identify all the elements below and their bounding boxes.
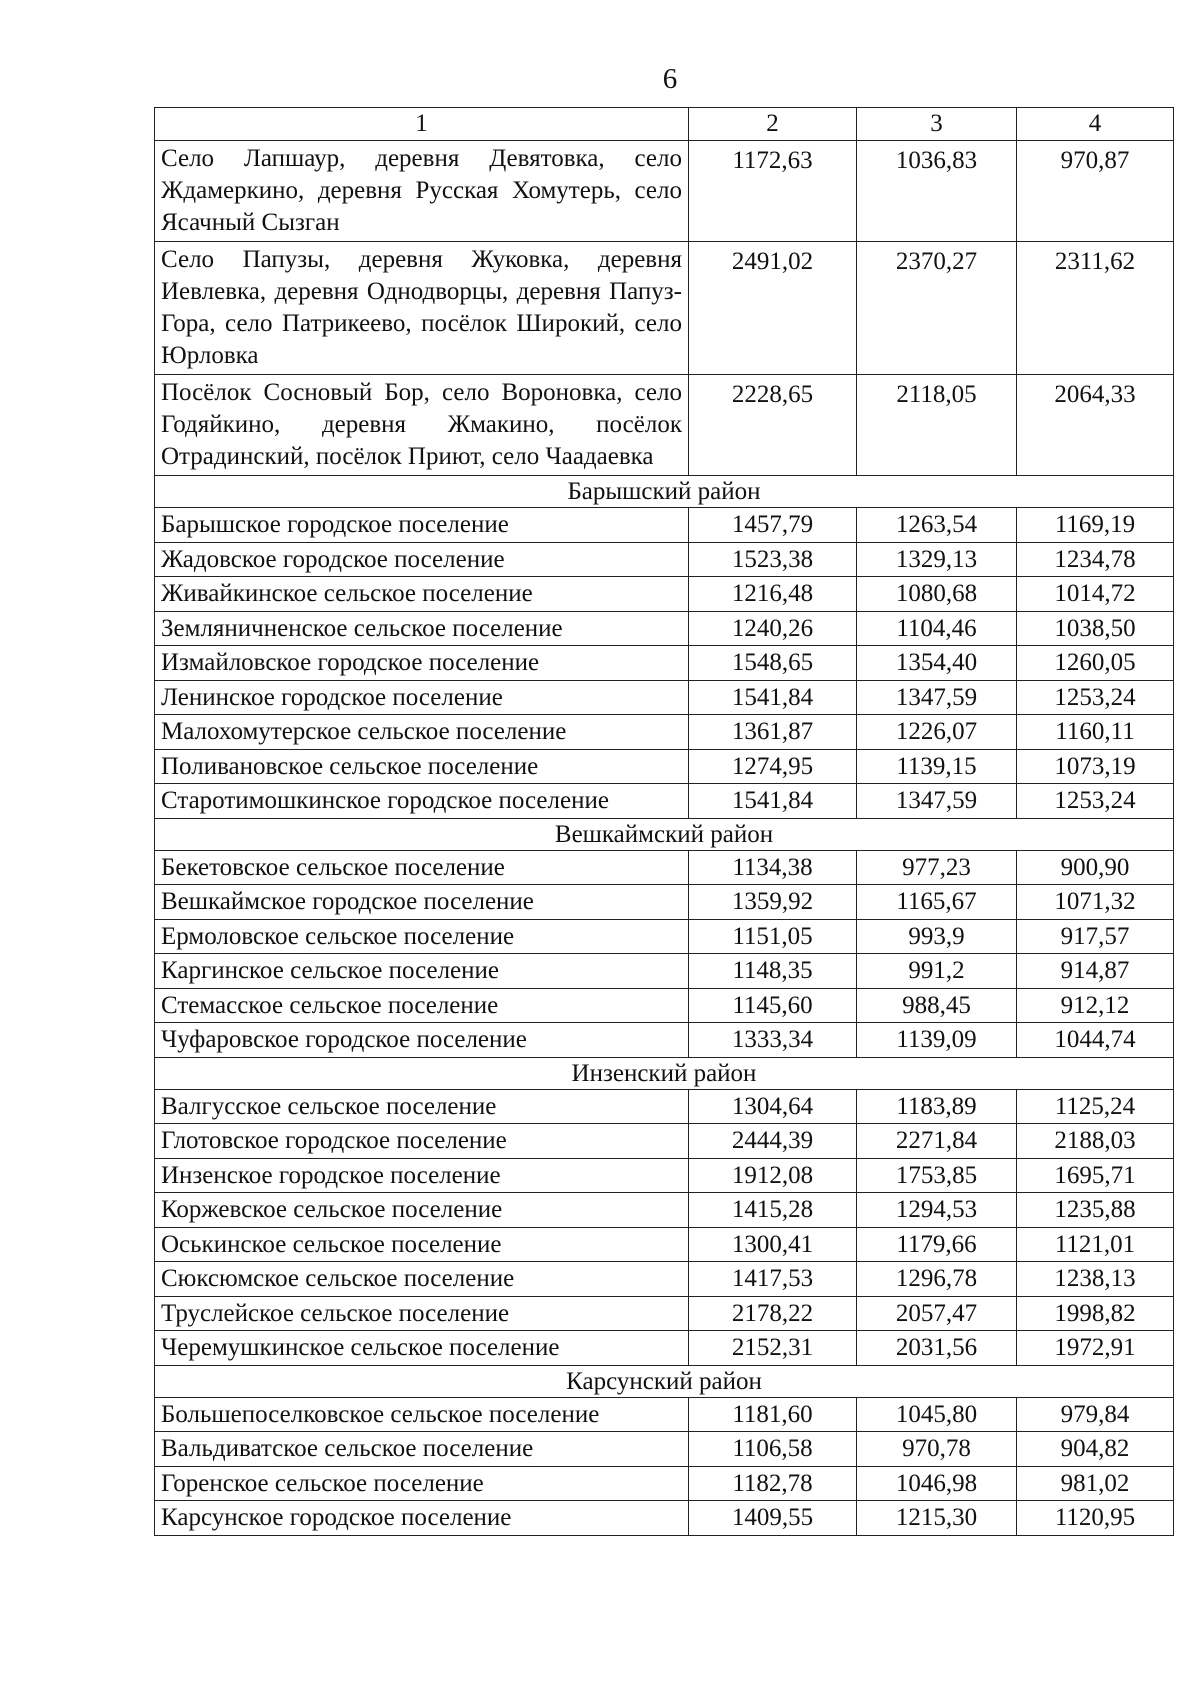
value-col-3-cell: 1036,83 (857, 141, 1017, 242)
value-col-3-cell: 1263,54 (857, 508, 1017, 543)
settlement-name-cell: Труслейское сельское поселение (155, 1296, 689, 1331)
value-col-2-cell: 2228,65 (689, 375, 857, 476)
table-row (155, 1466, 1174, 1501)
table-row (155, 784, 1174, 819)
settlement-name-cell: Ермоловское сельское поселение (155, 919, 689, 954)
table-row (155, 611, 1174, 646)
value-col-4-cell: 2311,62 (1017, 242, 1174, 375)
table-row (155, 242, 1174, 375)
settlement-name-cell: Валгусское сельское поселение (155, 1089, 689, 1124)
table-row (155, 850, 1174, 885)
value-col-4-cell: 1234,78 (1017, 542, 1174, 577)
value-col-2-cell: 1333,34 (689, 1023, 857, 1058)
table-row (155, 1124, 1174, 1159)
value-col-4-cell: 1260,05 (1017, 646, 1174, 681)
value-col-4-cell: 1038,50 (1017, 611, 1174, 646)
value-col-3-cell: 2118,05 (857, 375, 1017, 476)
settlement-name-cell: Ленинское городское поселение (155, 680, 689, 715)
settlement-name-cell: Карсунское городское поселение (155, 1501, 689, 1536)
value-col-3-cell: 1215,30 (857, 1501, 1017, 1536)
table-row (155, 680, 1174, 715)
value-col-2-cell: 1457,79 (689, 508, 857, 543)
district-heading-row (155, 1365, 1174, 1397)
value-col-2-cell: 1912,08 (689, 1158, 857, 1193)
value-col-2-cell: 2444,39 (689, 1124, 857, 1159)
value-col-4-cell: 1253,24 (1017, 680, 1174, 715)
district-heading: Карсунский район (155, 1365, 1174, 1397)
value-col-2-cell: 1172,63 (689, 141, 857, 242)
table-row (155, 1023, 1174, 1058)
table-row (155, 919, 1174, 954)
value-col-4-cell: 1169,19 (1017, 508, 1174, 543)
district-heading: Барышский район (155, 476, 1174, 508)
value-col-3-cell: 977,23 (857, 850, 1017, 885)
table-row (155, 577, 1174, 612)
table-body (155, 108, 1174, 1536)
value-col-3-cell: 2031,56 (857, 1331, 1017, 1366)
value-col-3-cell: 2271,84 (857, 1124, 1017, 1159)
table-row (155, 1158, 1174, 1193)
value-col-3-cell: 1347,59 (857, 680, 1017, 715)
value-col-4-cell: 1044,74 (1017, 1023, 1174, 1058)
value-col-2-cell: 1361,87 (689, 715, 857, 750)
value-col-4-cell: 1695,71 (1017, 1158, 1174, 1193)
settlement-name-cell: Вешкаймское городское поселение (155, 885, 689, 920)
settlement-name-cell: Чуфаровское городское поселение (155, 1023, 689, 1058)
value-col-2-cell: 1182,78 (689, 1466, 857, 1501)
value-col-4-cell: 1972,91 (1017, 1331, 1174, 1366)
value-col-3-cell: 1183,89 (857, 1089, 1017, 1124)
value-col-4-cell: 979,84 (1017, 1397, 1174, 1432)
column-header-1: 1 (155, 108, 689, 141)
value-col-3-cell: 1080,68 (857, 577, 1017, 612)
value-col-4-cell: 1125,24 (1017, 1089, 1174, 1124)
value-col-2-cell: 2178,22 (689, 1296, 857, 1331)
value-col-2-cell: 1240,26 (689, 611, 857, 646)
value-col-3-cell: 1753,85 (857, 1158, 1017, 1193)
table-row (155, 1432, 1174, 1467)
value-col-2-cell: 1151,05 (689, 919, 857, 954)
settlement-name-cell: Барышское городское поселение (155, 508, 689, 543)
value-col-3-cell: 1329,13 (857, 542, 1017, 577)
value-col-2-cell: 1541,84 (689, 784, 857, 819)
value-col-2-cell: 1106,58 (689, 1432, 857, 1467)
value-col-3-cell: 988,45 (857, 988, 1017, 1023)
settlement-name-cell: Глотовское городское поселение (155, 1124, 689, 1159)
value-col-4-cell: 1998,82 (1017, 1296, 1174, 1331)
district-heading: Инзенский район (155, 1057, 1174, 1089)
value-col-3-cell: 970,78 (857, 1432, 1017, 1467)
value-col-4-cell: 2064,33 (1017, 375, 1174, 476)
value-col-3-cell: 993,9 (857, 919, 1017, 954)
value-col-3-cell: 2057,47 (857, 1296, 1017, 1331)
table-row (155, 1331, 1174, 1366)
settlement-name-cell: Старотимошкинское городское поселение (155, 784, 689, 819)
value-col-4-cell: 1120,95 (1017, 1501, 1174, 1536)
value-col-4-cell: 1238,13 (1017, 1262, 1174, 1297)
table-row (155, 1089, 1174, 1124)
value-col-4-cell: 2188,03 (1017, 1124, 1174, 1159)
settlement-name-cell: Посёлок Сосновый Бор, село Вороновка, село Годяйкино, деревня Жмакино, посёлок Отрадинский, посёлок Приют, село Чаадаевка (155, 375, 689, 476)
value-col-3-cell: 1046,98 (857, 1466, 1017, 1501)
value-col-4-cell: 1014,72 (1017, 577, 1174, 612)
value-col-2-cell: 1148,35 (689, 954, 857, 989)
value-col-2-cell: 2491,02 (689, 242, 857, 375)
settlement-name-cell: Сюксюмское сельское поселение (155, 1262, 689, 1297)
table-row (155, 988, 1174, 1023)
table-row (155, 1227, 1174, 1262)
value-col-2-cell: 1541,84 (689, 680, 857, 715)
value-col-2-cell: 1359,92 (689, 885, 857, 920)
value-col-2-cell: 1417,53 (689, 1262, 857, 1297)
settlement-name-cell: Земляничненское сельское поселение (155, 611, 689, 646)
value-col-2-cell: 1134,38 (689, 850, 857, 885)
value-col-2-cell: 1304,64 (689, 1089, 857, 1124)
settlement-name-cell: Каргинское сельское поселение (155, 954, 689, 989)
tariff-table (154, 107, 1174, 1536)
column-header-4: 4 (1017, 108, 1174, 141)
value-col-2-cell: 1181,60 (689, 1397, 857, 1432)
table-row (155, 375, 1174, 476)
value-col-2-cell: 1216,48 (689, 577, 857, 612)
value-col-2-cell: 1300,41 (689, 1227, 857, 1262)
value-col-3-cell: 1045,80 (857, 1397, 1017, 1432)
value-col-4-cell: 900,90 (1017, 850, 1174, 885)
value-col-3-cell: 1139,09 (857, 1023, 1017, 1058)
value-col-4-cell: 981,02 (1017, 1466, 1174, 1501)
value-col-4-cell: 912,12 (1017, 988, 1174, 1023)
district-heading-row (155, 1057, 1174, 1089)
settlement-name-cell: Измайловское городское поселение (155, 646, 689, 681)
value-col-3-cell: 2370,27 (857, 242, 1017, 375)
value-col-3-cell: 1296,78 (857, 1262, 1017, 1297)
column-header-3: 3 (857, 108, 1017, 141)
table-row (155, 1262, 1174, 1297)
value-col-2-cell: 1145,60 (689, 988, 857, 1023)
table-row (155, 749, 1174, 784)
settlement-name-cell: Село Папузы, деревня Жуковка, деревня Иевлевка, деревня Однодворцы, деревня Папуз-Гора, село Патрикеево, посёлок Широкий, село Юрловка (155, 242, 689, 375)
value-col-4-cell: 914,87 (1017, 954, 1174, 989)
settlement-name-cell: Коржевское сельское поселение (155, 1193, 689, 1228)
settlement-name-cell: Вальдиватское сельское поселение (155, 1432, 689, 1467)
value-col-4-cell: 1121,01 (1017, 1227, 1174, 1262)
table-row (155, 141, 1174, 242)
value-col-4-cell: 1235,88 (1017, 1193, 1174, 1228)
district-heading-row (155, 476, 1174, 508)
value-col-3-cell: 1354,40 (857, 646, 1017, 681)
value-col-4-cell: 970,87 (1017, 141, 1174, 242)
district-heading: Вешкаймский район (155, 818, 1174, 850)
settlement-name-cell: Стемасское сельское поселение (155, 988, 689, 1023)
value-col-3-cell: 991,2 (857, 954, 1017, 989)
settlement-name-cell: Большепоселковское сельское поселение (155, 1397, 689, 1432)
settlement-name-cell: Село Лапшаур, деревня Девятовка, село Ждамеркино, деревня Русская Хомутерь, село Ясачный Сызган (155, 141, 689, 242)
table-row (155, 1193, 1174, 1228)
settlement-name-cell: Инзенское городское поселение (155, 1158, 689, 1193)
settlement-name-cell: Бекетовское сельское поселение (155, 850, 689, 885)
settlement-name-cell: Малохомутерское сельское поселение (155, 715, 689, 750)
value-col-4-cell: 1073,19 (1017, 749, 1174, 784)
value-col-3-cell: 1165,67 (857, 885, 1017, 920)
table-row (155, 1397, 1174, 1432)
table-row (155, 508, 1174, 543)
value-col-3-cell: 1347,59 (857, 784, 1017, 819)
value-col-4-cell: 917,57 (1017, 919, 1174, 954)
value-col-4-cell: 1253,24 (1017, 784, 1174, 819)
value-col-2-cell: 1523,38 (689, 542, 857, 577)
value-col-2-cell: 2152,31 (689, 1331, 857, 1366)
value-col-3-cell: 1294,53 (857, 1193, 1017, 1228)
value-col-3-cell: 1179,66 (857, 1227, 1017, 1262)
value-col-3-cell: 1139,15 (857, 749, 1017, 784)
table-row (155, 885, 1174, 920)
value-col-2-cell: 1548,65 (689, 646, 857, 681)
value-col-4-cell: 1071,32 (1017, 885, 1174, 920)
page-number: 6 (662, 63, 678, 95)
header-row (155, 108, 1174, 141)
value-col-2-cell: 1274,95 (689, 749, 857, 784)
settlement-name-cell: Оськинское сельское поселение (155, 1227, 689, 1262)
value-col-4-cell: 1160,11 (1017, 715, 1174, 750)
settlement-name-cell: Поливановское сельское поселение (155, 749, 689, 784)
settlement-name-cell: Горенское сельское поселение (155, 1466, 689, 1501)
value-col-4-cell: 904,82 (1017, 1432, 1174, 1467)
table-row (155, 715, 1174, 750)
settlement-name-cell: Жадовское городское поселение (155, 542, 689, 577)
district-heading-row (155, 818, 1174, 850)
table-row (155, 1501, 1174, 1536)
value-col-2-cell: 1415,28 (689, 1193, 857, 1228)
column-header-2: 2 (689, 108, 857, 141)
settlement-name-cell: Черемушкинское сельское поселение (155, 1331, 689, 1366)
table-row (155, 1296, 1174, 1331)
value-col-3-cell: 1104,46 (857, 611, 1017, 646)
table-row (155, 954, 1174, 989)
value-col-3-cell: 1226,07 (857, 715, 1017, 750)
settlement-name-cell: Живайкинское сельское поселение (155, 577, 689, 612)
table-row (155, 542, 1174, 577)
table-row (155, 646, 1174, 681)
value-col-2-cell: 1409,55 (689, 1501, 857, 1536)
